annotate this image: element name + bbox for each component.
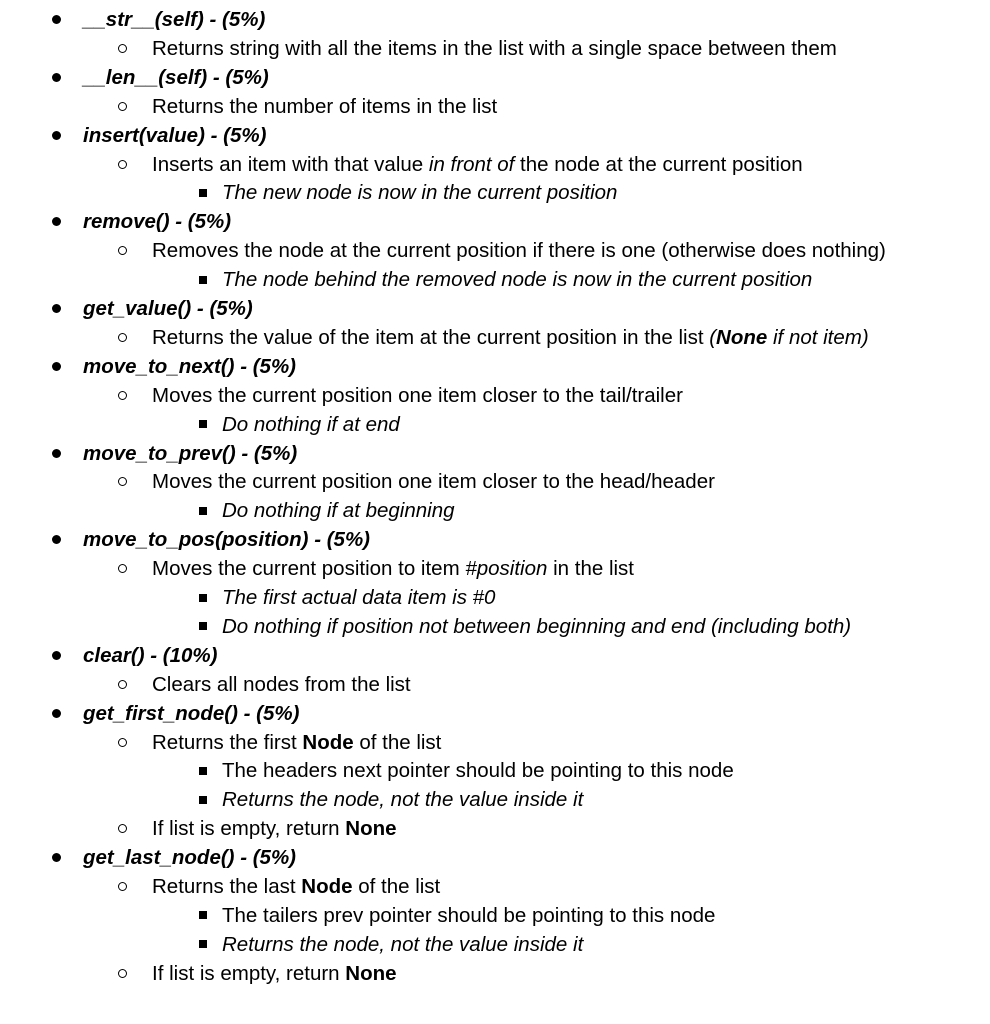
item-text-part: the node at the current position: [514, 152, 803, 176]
list-bullet: [52, 525, 61, 554]
item-text-part: The headers next pointer should be pointing to this node: [222, 759, 734, 783]
item-text-part: Moves the current position one item closer to the head/header: [152, 470, 715, 494]
item-text-part: Removes the node at the current position if there is one (otherwise does nothing): [152, 239, 886, 263]
item-text-part: in the list: [547, 557, 635, 581]
list-bullet: [52, 843, 61, 872]
list-bullet: [118, 381, 127, 410]
item-text-part: Returns the last: [152, 875, 302, 898]
method-heading-text: get_first_node() - (5%): [83, 701, 300, 725]
list-bullet: [118, 323, 127, 352]
list-bullet: [52, 352, 61, 381]
item-text-part: If list is empty, return: [152, 961, 346, 985]
list-bullet: [118, 150, 127, 179]
item-text-part: The node behind the removed node is now in the current position: [222, 268, 813, 292]
list-bullet: [118, 670, 127, 699]
list-bullet: [52, 5, 61, 34]
item-text-part: Returns the first: [152, 730, 303, 754]
item-text-part: (: [709, 325, 717, 349]
item-text-part: Returns the number of items in the list: [152, 94, 498, 118]
item-text-part: The tailers prev pointer should be pointing to this node: [222, 903, 716, 927]
list-bullet: [199, 756, 207, 785]
item-text-part: if not item): [767, 325, 869, 349]
list-bullet: [52, 207, 61, 236]
list-bullet: [52, 121, 61, 150]
method-heading-text: get_last_node() - (5%): [83, 846, 296, 870]
list-bullet: [118, 236, 127, 265]
list-bullet: [199, 410, 207, 439]
method-heading-text: move_to_prev() - (5%): [83, 441, 298, 465]
item-text-part: Returns string with all the items in the list with a single space between them: [152, 36, 837, 60]
item-text-part: Returns the node, not the value inside it: [222, 932, 584, 956]
item-text-part: Returns the node, not the value inside it: [222, 788, 584, 812]
list-bullet: [118, 92, 127, 121]
list-bullet: [199, 496, 207, 525]
list-bullet: [118, 959, 127, 988]
item-text-part: Node: [302, 730, 354, 754]
item-text-part: Node: [301, 875, 353, 898]
item-text-part: The first actual data item is #0: [222, 586, 496, 609]
item-text-part: of the list: [353, 730, 442, 754]
item-text-part: of the list: [352, 875, 441, 898]
list-bullet: [118, 728, 127, 757]
item-text-part: in front of: [428, 152, 515, 176]
list-bullet: [52, 294, 61, 323]
item-text-part: None: [345, 961, 397, 985]
list-bullet: [199, 930, 207, 959]
list-bullet: [199, 178, 207, 207]
method-heading-text: remove() - (5%): [83, 210, 232, 234]
list-bullet: [52, 439, 61, 468]
item-text-part: The new node is now in the current position: [222, 181, 618, 205]
list-bullet: [199, 901, 207, 930]
method-heading-text: get_value() - (5%): [83, 297, 253, 320]
item-text-part: If list is empty, return: [152, 817, 346, 841]
list-bullet: [199, 265, 207, 294]
list-bullet: [118, 814, 127, 843]
list-bullet: [52, 699, 61, 728]
item-text-part: Clears all nodes from the list: [152, 672, 411, 696]
list-bullet: [52, 63, 61, 92]
method-heading-text: move_to_next() - (5%): [83, 354, 297, 378]
list-bullet: [52, 641, 61, 670]
item-text-part: Moves the current position one item closer to the tail/trailer: [152, 383, 683, 407]
list-bullet: [118, 872, 127, 901]
method-heading-text: move_to_pos(position) - (5%): [83, 528, 371, 552]
item-text-part: Returns the value of the item at the current position in the list: [152, 325, 710, 349]
list-bullet: [118, 34, 127, 63]
list-bullet: [199, 785, 207, 814]
item-text-part: Do nothing if at beginning: [222, 499, 455, 523]
list-bullet: [199, 583, 207, 612]
method-heading-text: __len__(self) - (5%): [83, 65, 269, 89]
list-bullet: [118, 554, 127, 583]
item-text-part: None: [345, 817, 397, 841]
method-heading-text: __str__(self) - (5%): [83, 8, 266, 31]
method-heading-text: clear() - (10%): [83, 643, 218, 667]
item-text-part: None: [716, 325, 768, 349]
item-text-part: Do nothing if at end: [222, 412, 400, 436]
item-text-part: Inserts an item with that value: [152, 152, 429, 176]
item-text-part: Moves the current position to item: [152, 557, 466, 581]
item-text-part: #position: [465, 557, 548, 581]
list-bullet: [118, 467, 127, 496]
method-heading-text: insert(value) - (5%): [83, 123, 267, 147]
list-bullet: [199, 612, 207, 641]
item-text-part: Do nothing if position not between beginning and end (including both): [222, 614, 852, 638]
